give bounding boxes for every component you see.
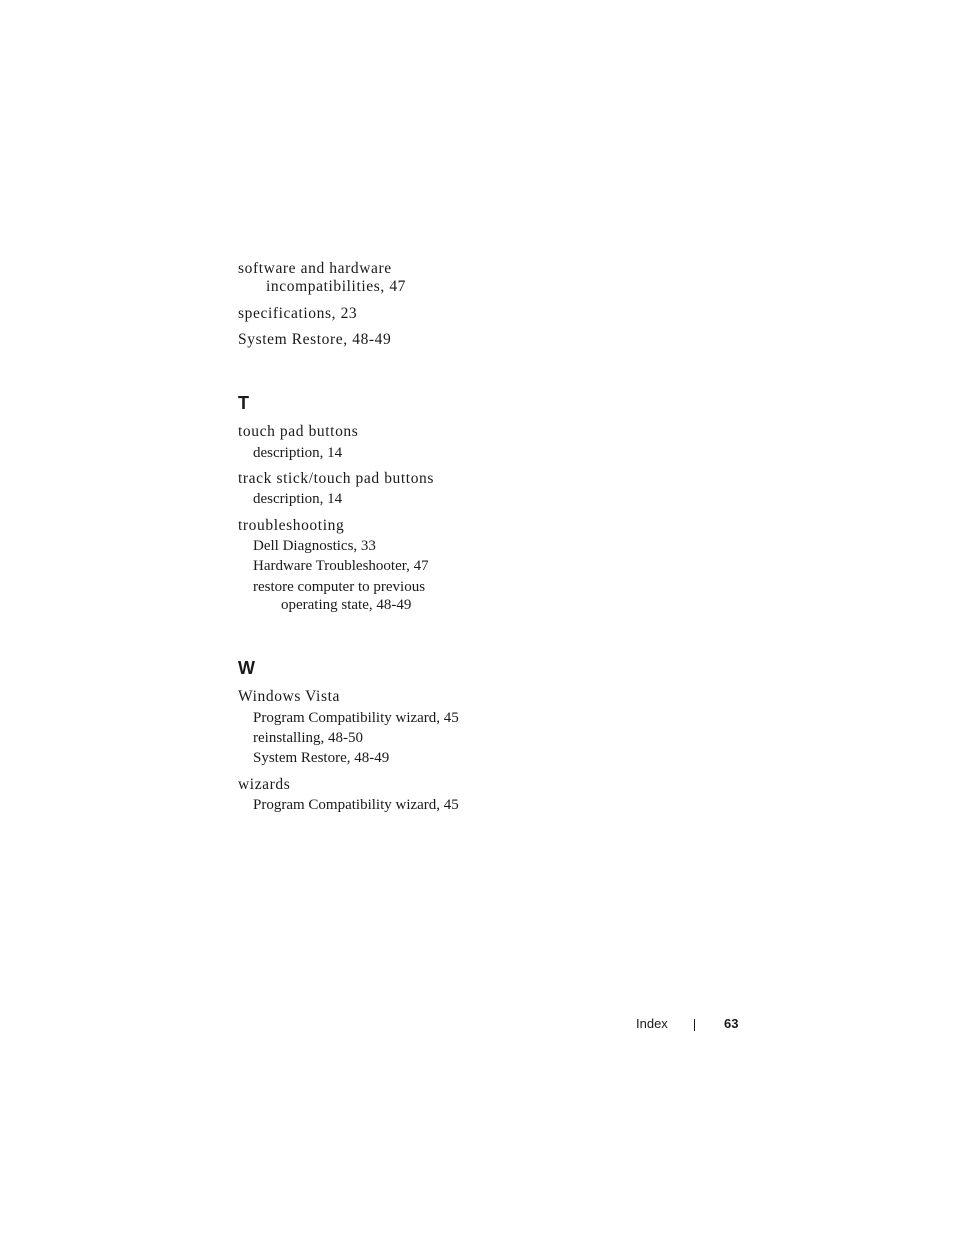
section-letter-w: W [238,658,255,678]
index-entry: troubleshooting [238,517,345,534]
page-number: 63 [724,1016,739,1031]
index-subentry: Program Compatibility wizard, 45 [253,797,459,813]
index-subentry: description, 14 [253,445,343,461]
index-entry: System Restore, 48-49 [238,331,392,348]
index-entry: Windows Vista [238,688,340,705]
index-entry-continuation: incompatibilities, 47 [266,278,407,295]
index-subentry: Hardware Troubleshooter, 47 [253,558,429,574]
section-letter-t: T [238,393,249,413]
index-entry: software and hardware [238,260,392,277]
footer-section-label: Index [636,1016,668,1031]
index-subentry-continuation: operating state, 48-49 [281,597,412,613]
index-subentry: reinstalling, 48-50 [253,730,363,746]
index-subentry: description, 14 [253,491,343,507]
index-subentry: System Restore, 48-49 [253,750,390,766]
footer-separator [694,1019,695,1031]
index-subentry: Dell Diagnostics, 33 [253,538,376,554]
index-subentry: Program Compatibility wizard, 45 [253,710,459,726]
index-entry: touch pad buttons [238,423,359,440]
index-entry: specifications, 23 [238,305,358,322]
index-entry: track stick/touch pad buttons [238,470,435,487]
index-entry: wizards [238,776,291,793]
index-subentry: restore computer to previous [253,579,426,595]
